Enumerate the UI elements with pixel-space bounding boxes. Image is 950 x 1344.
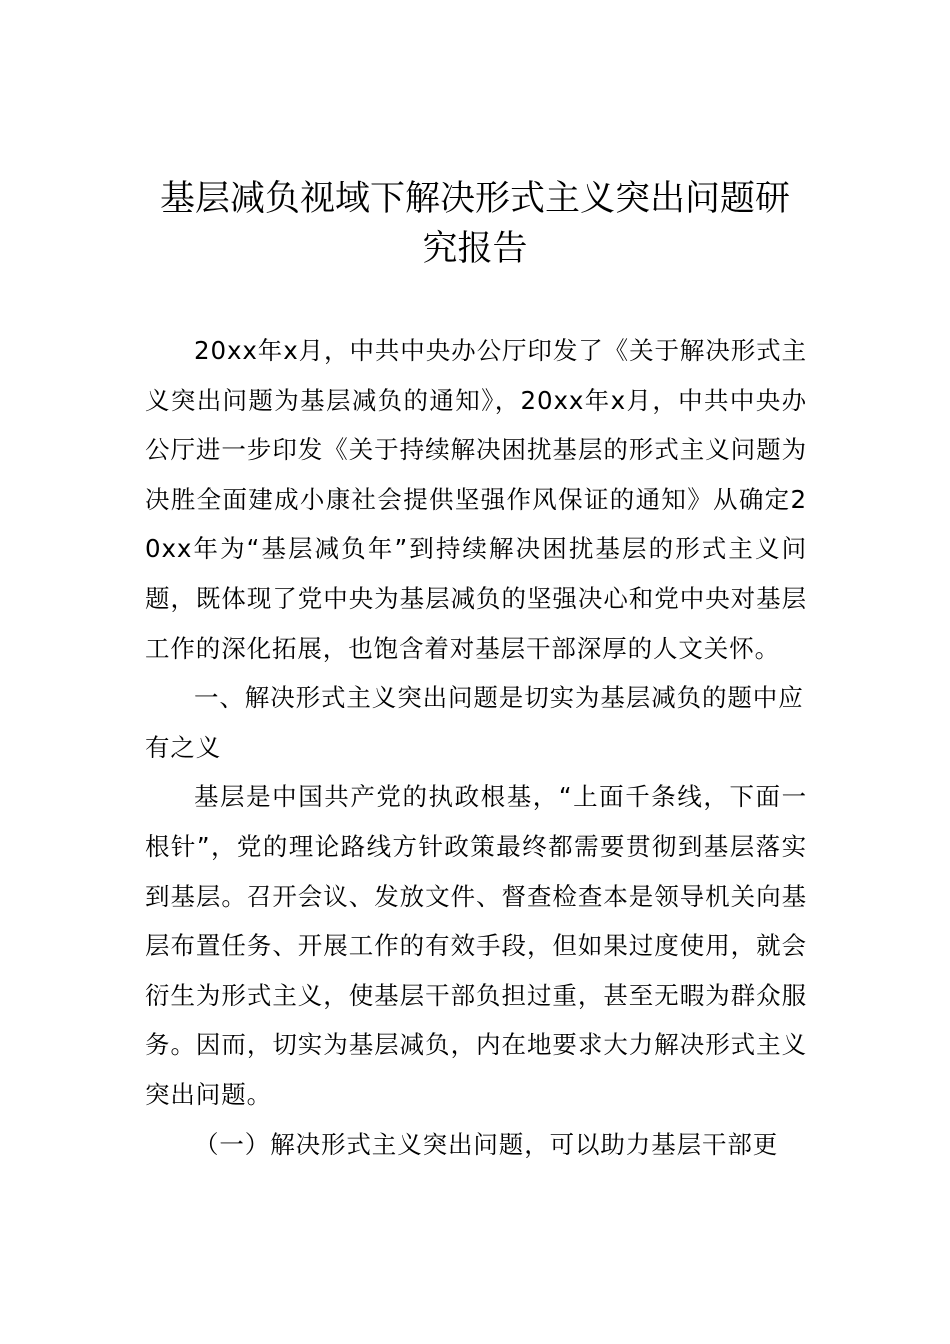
document-body — [145, 326, 807, 1169]
section-heading-1: 一、解决形式主义突出问题是切实为基层减负的题中应有之义 — [145, 683, 804, 762]
document-title: 基层减负视域下解决形式主义突出问题研究报告 — [159, 179, 790, 269]
paragraph-intro: 20xx年x月，中共中央办公厅印发了《关于解决形式主义突出问题为基层减负的通知》，20xx年x月，中共中央办公厅进一步印发《关于持续解决困扰基层的形式主义问题为决胜全面建成小康社会提供坚强作风保证的通知》从确定20xx年为“基层减负年”到持续解决困扰基层的形式主义问题，既体现了党中央为基层减负的坚强决心和党中央对基层工作的深化拓展，也饱含着对基层干部深厚的人文关怀。 — [145, 336, 807, 663]
subsection-heading-1: （一）解决形式主义突出问题，可以助力基层干部更 — [194, 1129, 779, 1159]
paragraph-section-1: 基层是中国共产党的执政根基，“上面千条线，下面一根针”，党的理论路线方针政策最终都需要贯彻到基层落实到基层。召开会议、发放文件、督查检查本是领导机关向基层布置任务、开展工作的有效手段，但如果过度使用，就会衍生为形式主义，使基层干部负担过重，甚至无暇为群众服务。因而，切实为基层减负，内在地要求大力解决形式主义突出问题。 — [145, 782, 807, 1109]
